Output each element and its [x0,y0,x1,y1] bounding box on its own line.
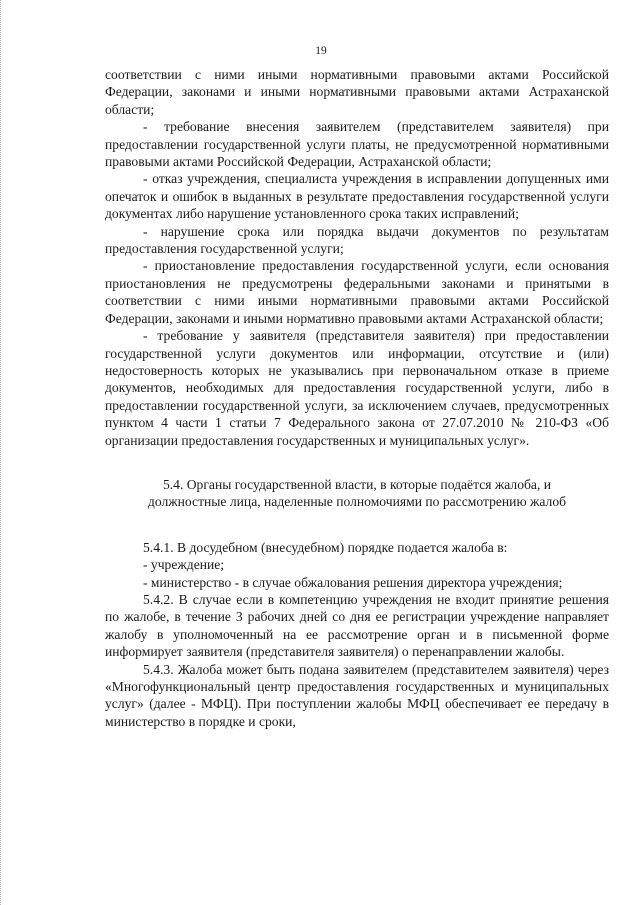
list-item-institution: - учреждение; [143,557,225,573]
paragraph-5-4-1: 5.4.1. В досудебном (внесудебном) порядке подается жалоба в: [143,539,508,555]
list-item-issuance-violation: - нарушение срока или порядка выдачи документов по результатам предоставления государственной услуги; [105,223,609,257]
list-item-fee-requirement: - требование внесения заявителем (представителем заявителя) при предоставлении государственной услуги платы, не предусмотренной нормативными правовыми актами Российской Федерации, Астраханской области; [105,119,609,170]
section-heading-5-4 [105,476,609,511]
paragraph-5-4-2: 5.4.2. В случае если в компетенцию учреждения не входит принятие решения по жалобе, в течение 3 рабочих дней со дня ее регистрации учреждение направляет жалобу в уполномоченный на ее рассмотрение орган и в письменной форме информирует заявителя (представителя заявителя) о перенаправлении жалобы. [105,591,609,660]
document-body [105,66,609,730]
list-item-correction-refusal: - отказ учреждения, специалиста учреждения в исправлении допущенных ими опечаток и ошибок в выданных в результате предоставления государственной услуги документах либо нарушение установленного срока таких исправлений; [105,171,609,222]
list-item-ministry: - министерство - в случае обжалования решения директора учреждения; [143,574,563,590]
page-number: 19 [315,45,327,57]
section-heading-line: 5.4. Органы государственной власти, в которые подаётся жалоба, и [162,476,552,492]
list-item-service-suspension: - приостановление предоставления государственной услуги, если основания приостановления не предусмотрены федеральными законами и принятыми в соответствии с ними иными нормативными правовыми актами Российской Федерации, законами и иными нормативно правовыми актами Астраханской области; [105,258,609,326]
section-heading-line: должностные лица, наделенные полномочиями по рассмотрению жалоб [147,494,567,510]
paragraph-continuation-legal-acts: соответствии с ними иными нормативными правовыми актами Российской Федерации, законами и иными нормативными правовыми актами Астраханской области; [105,67,609,117]
list-item-document-requirement: - требование у заявителя (представителя заявителя) при предоставлении государственной услуги документов или информации, отсутствие и (или) недостоверность которых не указывались при первоначальном отказе в приеме документов, необходимых для предоставления государственной услуги, либо в предоставлении государственной услуги, за исключением случаев, предусмотренных пунктом 4 части 1 статьи 7 Федерального закона от 27.07.2010 № 210-ФЗ «Об организации предоставления государственных и муниципальных услуг». [105,328,609,448]
paragraph-5-4-3: 5.4.3. Жалоба может быть подана заявителем (представителем заявителя) через «Многофункциональный центр предоставления государственных и муниципальных услуг» (далее - МФЦ). При поступлении жалобы МФЦ обеспечивает ее передачу в министерство в порядке и сроки, [105,661,609,729]
